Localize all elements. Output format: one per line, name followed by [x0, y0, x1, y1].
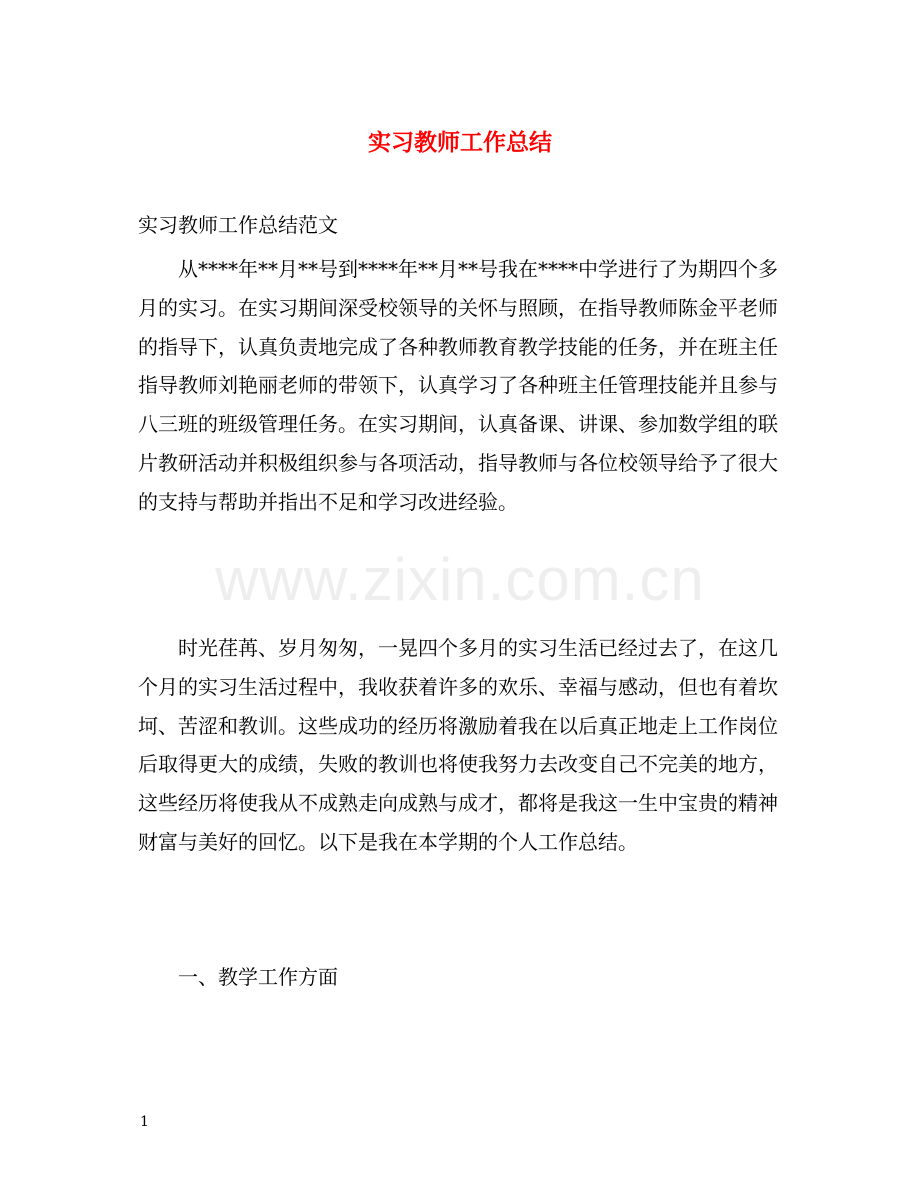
watermark: www.zixin.com.cn [215, 546, 705, 613]
paragraph-2: 时光荏苒、岁月匆匆，一晃四个多月的实习生活已经过去了，在这几个月的实习生活过程中，我收获着许多的欢乐、幸福与感动，但也有着坎坷、苦涩和教训。这些成功的经历将激励着我在以后真正地走上工作岗位后取得更大的成绩，失败的教训也将使我努力去改变自己不完美的地方，这些经历将使我从不成熟走向成熟与成才，都将是我这一生中宝贵的精神财富与美好的回忆。以下是我在本学期的个人工作总结。 [138, 636, 778, 854]
document-title: 实习教师工作总结 [368, 129, 552, 156]
paragraph-1: 从****年**月**号到****年**月**号我在****中学进行了为期四个多月的实习。在实习期间深受校领导的关怀与照顾，在指导教师陈金平老师的指导下，认真负责地完成了各种教师教育教学技能的任务，并在班主任指导教师刘艳丽老师的带领下，认真学习了各种班主任管理技能并且参与八三班的班级管理任务。在实习期间，认真备课、讲课、参加数学组的联片教研活动并积极组织参与各项活动，指导教师与各位校领导给予了很大的支持与帮助并指出不足和学习改进经验。 [138, 257, 778, 514]
page-number: 1 [140, 1114, 149, 1130]
document-subtitle: 实习教师工作总结范文 [138, 213, 338, 237]
section-heading: 一、教学工作方面 [178, 965, 338, 989]
